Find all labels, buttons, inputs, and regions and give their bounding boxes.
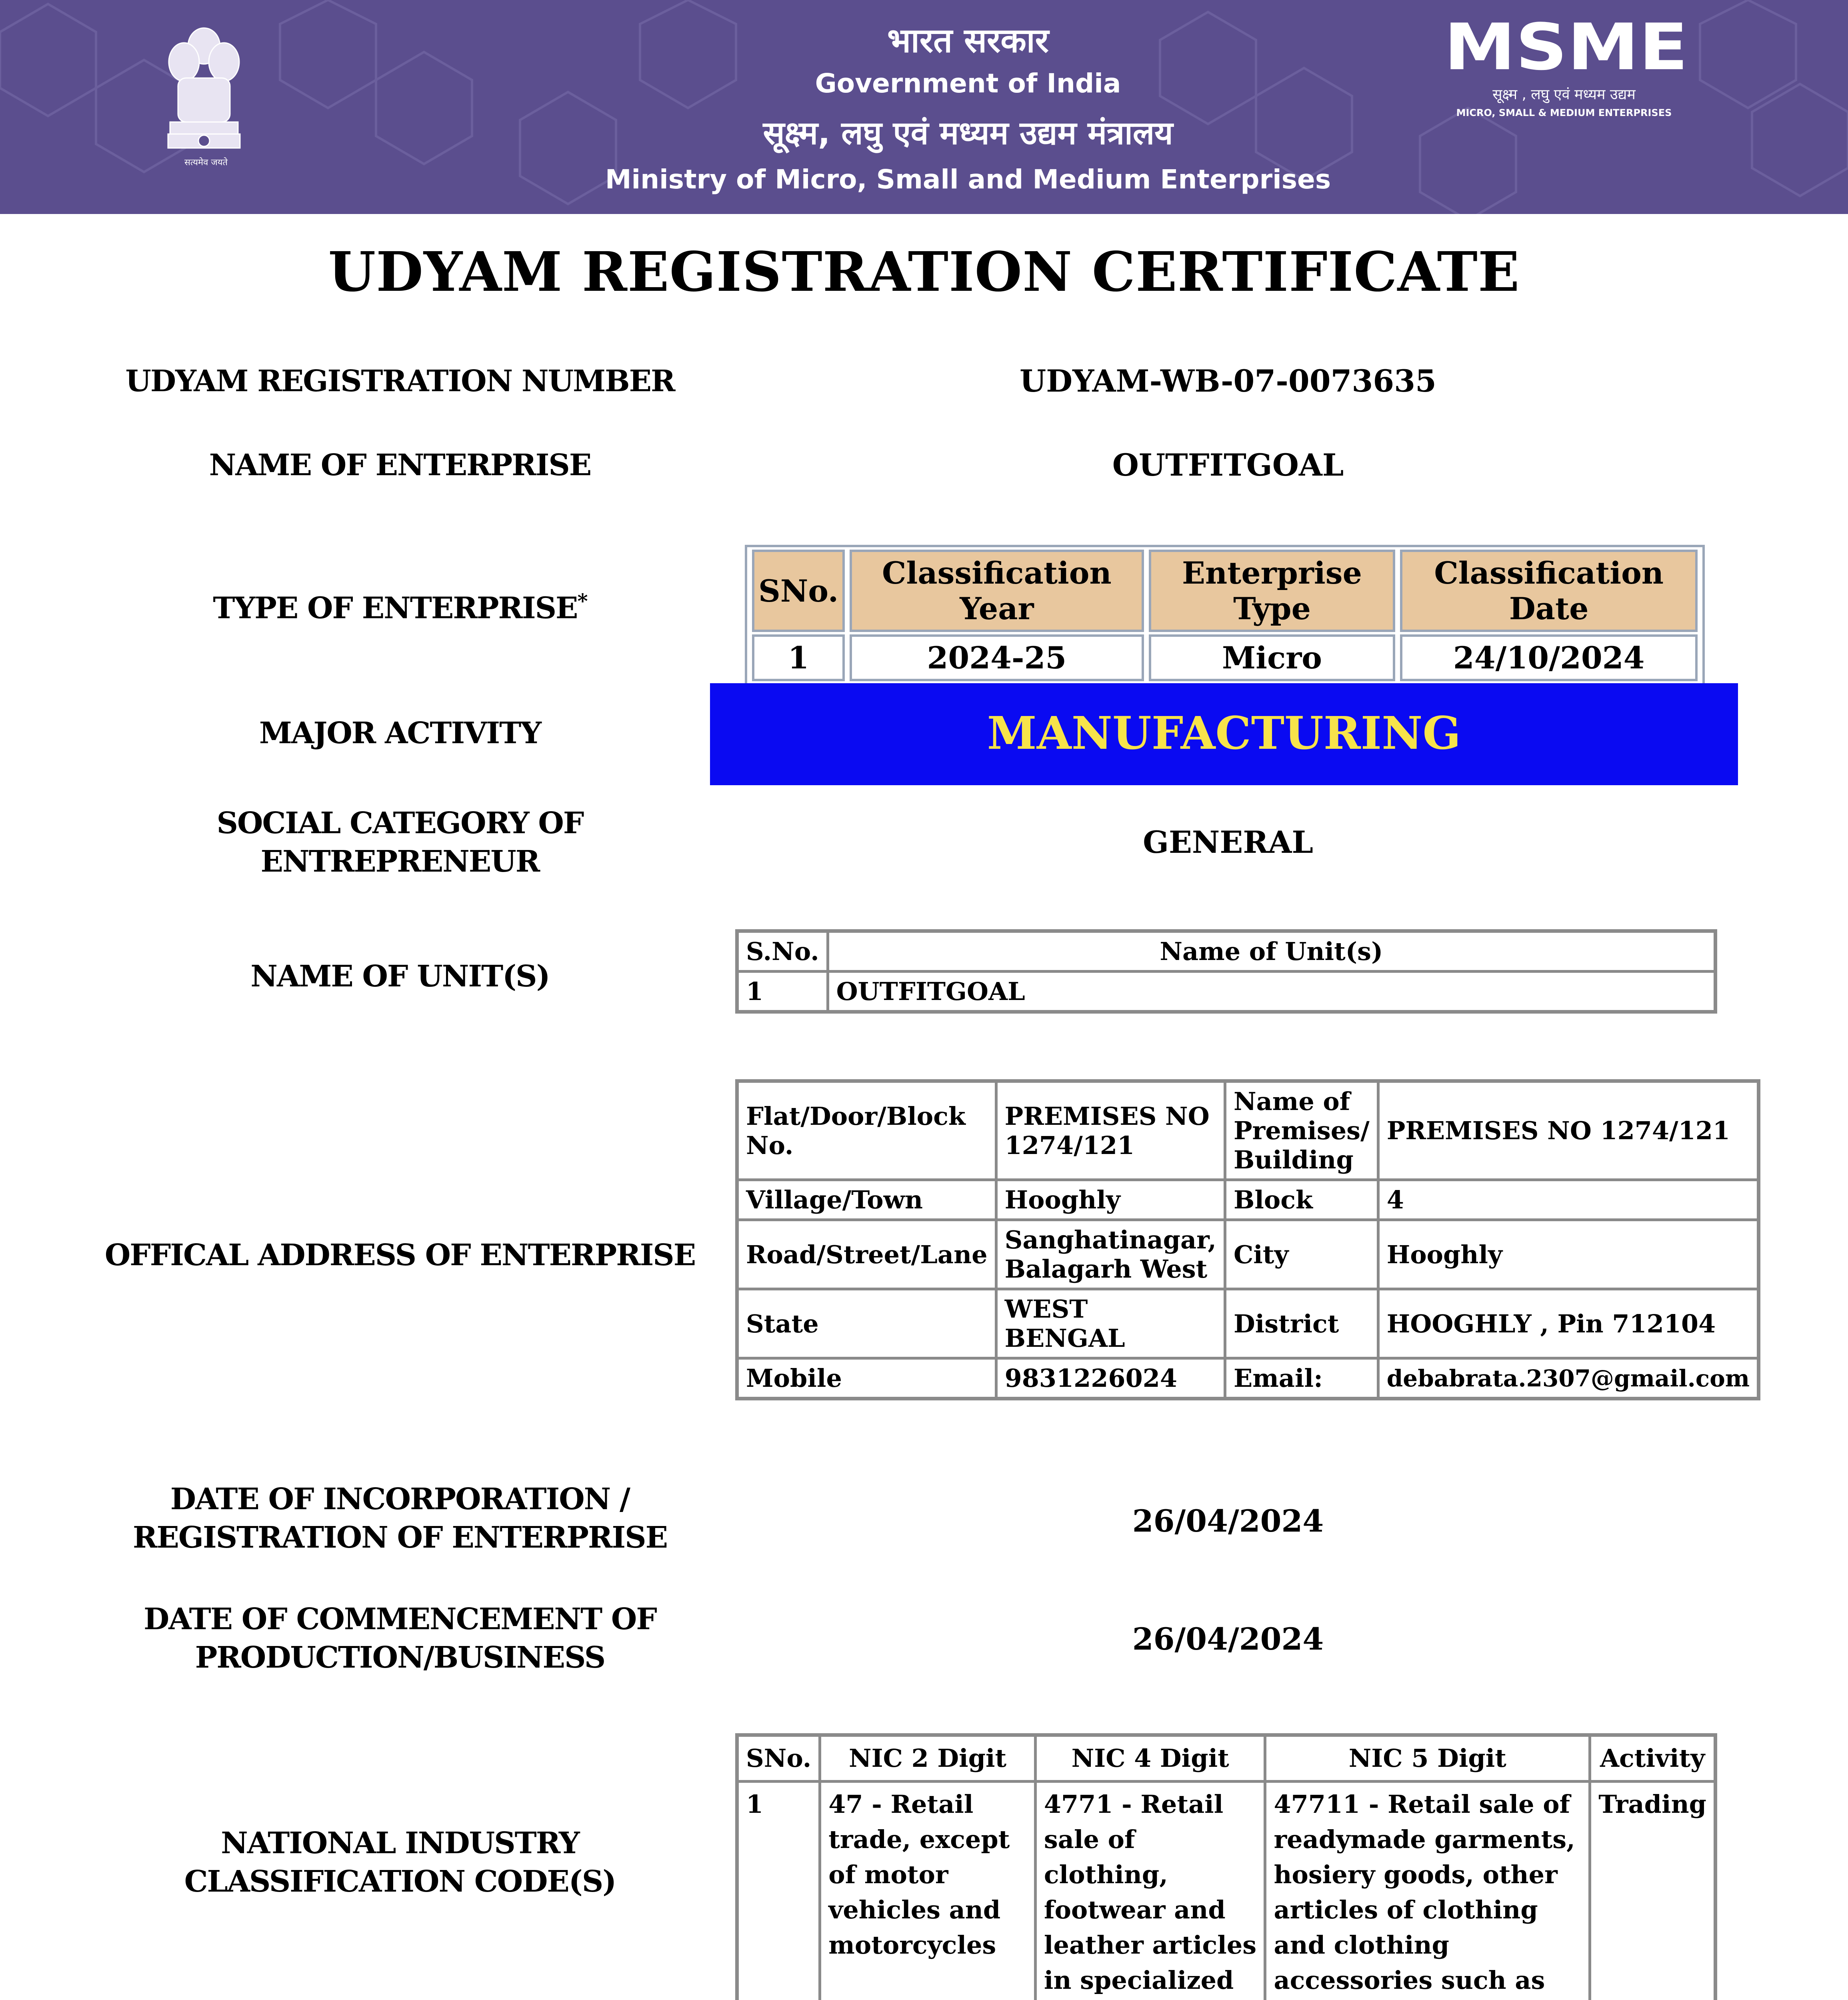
table-cell: 24/10/2024 bbox=[1400, 634, 1698, 681]
table-header-cell: Classification Year bbox=[850, 550, 1144, 632]
social-category-label-line2: ENTREPRENEUR bbox=[260, 844, 540, 879]
msme-logo-text: MSME bbox=[1444, 18, 1688, 78]
address-field-value: debabrata.2307@gmail.com bbox=[1378, 1358, 1758, 1399]
table-header-cell: SNo. bbox=[752, 550, 845, 632]
address-field-label: State bbox=[737, 1289, 996, 1358]
major-activity-value: MANUFACTURING bbox=[987, 707, 1461, 760]
msme-logo-icon bbox=[1440, 18, 1692, 78]
table-row bbox=[752, 634, 1698, 681]
table-header-cell: NIC 4 Digit bbox=[1035, 1735, 1265, 1782]
address-field-value: WEST BENGAL bbox=[996, 1289, 1225, 1358]
nic-label-line2: CLASSIFICATION CODE(S) bbox=[184, 1864, 616, 1899]
social-category-label bbox=[100, 804, 700, 881]
address-table bbox=[735, 1079, 1760, 1400]
address-field-value: Hooghly bbox=[996, 1180, 1225, 1220]
social-category-value: GENERAL bbox=[1143, 824, 1313, 860]
registration-number-value: UDYAM-WB-07-0073635 bbox=[1019, 363, 1437, 399]
table-row bbox=[737, 1220, 1759, 1289]
address-field-value: PREMISES NO 1274/121 bbox=[996, 1081, 1225, 1180]
table-cell: 47 - Retail trade, except of motor vehicles and motorcycles bbox=[820, 1782, 1036, 2000]
table-header-cell: Activity bbox=[1590, 1735, 1716, 1782]
address-field-label: Name of Premises/ Building bbox=[1225, 1081, 1378, 1180]
enterprise-type-asterisk: * bbox=[577, 589, 587, 613]
incorporation-date-value: 26/04/2024 bbox=[1132, 1503, 1324, 1539]
table-header-cell: Enterprise Type bbox=[1149, 550, 1396, 632]
enterprise-name-label: NAME OF ENTERPRISE bbox=[209, 448, 591, 482]
header-hindi-ministry: सूक्ष्म, लघु एवं मध्यम उद्यम मंत्रालय bbox=[763, 114, 1173, 152]
registration-number-label: UDYAM REGISTRATION NUMBER bbox=[125, 364, 675, 398]
table-header-cell: NIC 5 Digit bbox=[1265, 1735, 1590, 1782]
table-cell: 2024-25 bbox=[850, 634, 1144, 681]
address-field-value: 9831226024 bbox=[996, 1358, 1225, 1399]
header-hindi-government: भारत सरकार bbox=[887, 21, 1049, 60]
national-emblem-icon bbox=[156, 18, 252, 174]
table-cell: 1 bbox=[737, 972, 828, 1012]
address-field-value: HOOGHLY , Pin 712104 bbox=[1378, 1289, 1758, 1358]
incorporation-date-label-line1: DATE OF INCORPORATION / bbox=[170, 1482, 630, 1516]
commencement-date-value: 26/04/2024 bbox=[1132, 1621, 1324, 1657]
address-field-value: Sanghatinagar, Balagarh West bbox=[996, 1220, 1225, 1289]
table-cell: 4771 - Retail sale of clothing, footwear and leather articles in specialized bbox=[1035, 1782, 1265, 2000]
table-row bbox=[737, 1782, 1716, 2000]
address-field-label: Village/Town bbox=[737, 1180, 996, 1220]
table-cell: Micro bbox=[1149, 634, 1396, 681]
address-field-label: District bbox=[1225, 1289, 1378, 1358]
table-cell: 47711 - Retail sale of readymade garments, hosiery goods, other articles of clothing and clothing accessories such as bbox=[1265, 1782, 1590, 2000]
address-field-value: Hooghly bbox=[1378, 1220, 1758, 1289]
table-cell: Trading bbox=[1590, 1782, 1716, 2000]
address-field-label: Mobile bbox=[737, 1358, 996, 1399]
address-field-label: Email: bbox=[1225, 1358, 1378, 1399]
units-label: NAME OF UNIT(S) bbox=[250, 959, 550, 994]
table-header-cell: Classification Date bbox=[1400, 550, 1698, 632]
table-header-cell: S.No. bbox=[737, 931, 828, 972]
emblem-caption: सत्यमेव जयते bbox=[184, 158, 228, 168]
enterprise-name-value: OUTFITGOAL bbox=[1112, 447, 1344, 483]
address-label: OFFICAL ADDRESS OF ENTERPRISE bbox=[104, 1238, 696, 1272]
nic-label-line1: NATIONAL INDUSTRY bbox=[221, 1826, 579, 1860]
table-header-cell: SNo. bbox=[737, 1735, 820, 1782]
header-ministry-name: Ministry of Micro, Small and Medium Enterprises bbox=[605, 164, 1331, 195]
table-cell: 1 bbox=[737, 1782, 820, 2000]
enterprise-type-table bbox=[745, 545, 1705, 686]
enterprise-type-label-text: TYPE OF ENTERPRISE bbox=[213, 591, 578, 626]
certificate-title: UDYAM REGISTRATION CERTIFICATE bbox=[328, 240, 1520, 304]
address-field-value: 4 bbox=[1378, 1180, 1758, 1220]
table-row bbox=[737, 1358, 1759, 1399]
msme-logo-english-caption: MICRO, SMALL & MEDIUM ENTERPRISES bbox=[1456, 107, 1672, 118]
social-category-label-line1: SOCIAL CATEGORY OF bbox=[216, 806, 584, 840]
commencement-date-label-line1: DATE OF COMMENCEMENT OF bbox=[144, 1602, 656, 1636]
table-cell: 1 bbox=[752, 634, 845, 681]
table-row bbox=[737, 1289, 1759, 1358]
table-header-row bbox=[752, 550, 1698, 632]
address-field-label: Flat/Door/Block No. bbox=[737, 1081, 996, 1180]
address-field-value: PREMISES NO 1274/121 bbox=[1378, 1081, 1758, 1180]
table-row bbox=[737, 1180, 1759, 1220]
address-field-label: Block bbox=[1225, 1180, 1378, 1220]
table-header-cell: NIC 2 Digit bbox=[820, 1735, 1036, 1782]
incorporation-date-label bbox=[100, 1480, 700, 1557]
nic-codes-table bbox=[735, 1733, 1717, 2000]
table-cell: OUTFITGOAL bbox=[828, 972, 1715, 1012]
enterprise-type-label bbox=[100, 582, 700, 628]
commencement-date-label bbox=[100, 1600, 700, 1677]
header-government-of-india: Government of India bbox=[815, 68, 1121, 99]
table-header-cell: Name of Unit(s) bbox=[828, 931, 1715, 972]
table-row bbox=[737, 1081, 1759, 1180]
incorporation-date-label-line2: REGISTRATION OF ENTERPRISE bbox=[132, 1520, 667, 1555]
address-field-label: City bbox=[1225, 1220, 1378, 1289]
header-banner bbox=[0, 0, 1848, 214]
msme-logo-hindi-caption: सूक्ष्म , लघु एवं मध्यम उद्यम bbox=[1492, 86, 1636, 103]
commencement-date-label-line2: PRODUCTION/BUSINESS bbox=[195, 1640, 605, 1675]
major-activity-label: MAJOR ACTIVITY bbox=[259, 716, 541, 750]
table-header-row bbox=[737, 931, 1716, 972]
nic-label bbox=[100, 1824, 700, 1901]
table-row bbox=[737, 972, 1716, 1012]
address-field-label: Road/Street/Lane bbox=[737, 1220, 996, 1289]
table-header-row bbox=[737, 1735, 1716, 1782]
units-table bbox=[735, 929, 1717, 1014]
